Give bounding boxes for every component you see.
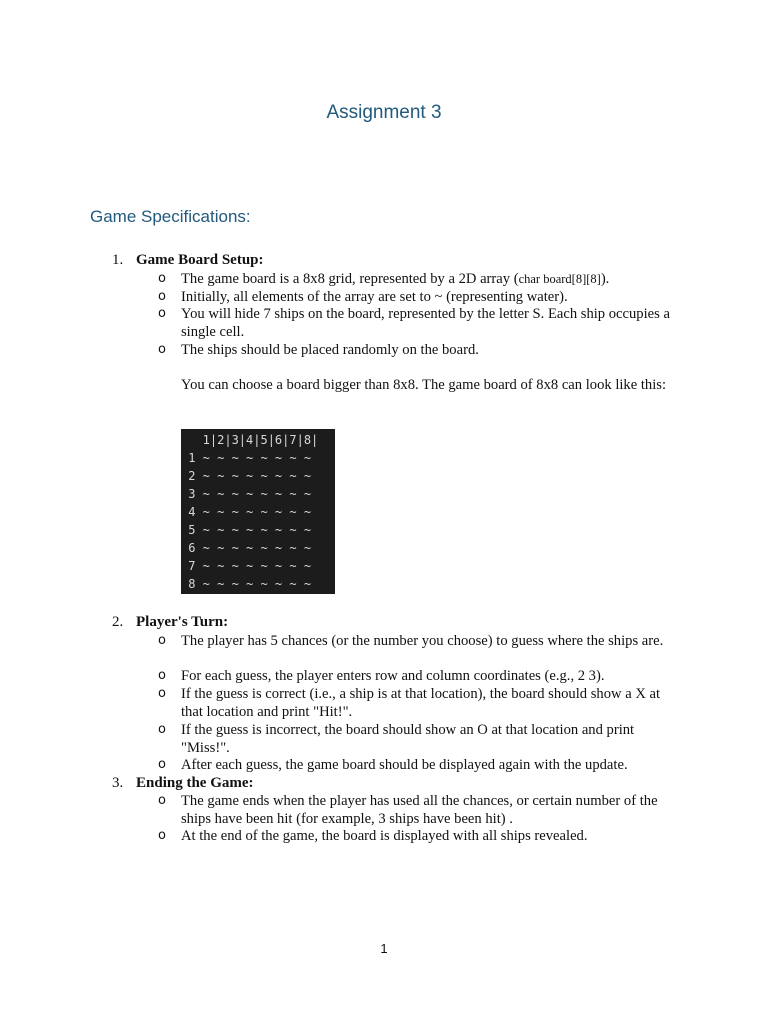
board-row: 1 ~ ~ ~ ~ ~ ~ ~ ~ [181,451,312,465]
bullet-text: The game board is a 8x8 grid, represented by a 2D array ( [181,271,519,287]
bullet-mark: o [158,633,166,648]
board-row: 4 ~ ~ ~ ~ ~ ~ ~ ~ [181,505,312,519]
bullet-item [158,341,681,359]
bullet-item [158,756,681,774]
bullet-text: For each guess, the player enters row and column coordinates (e.g., 2 3). [181,668,605,684]
section-title-text: Player's Turn: [136,614,229,630]
bullet-mark: o [158,757,166,772]
page-number: 1 [380,941,388,956]
bullet-text: The game ends when the player has used all the chances, or certain number of the ships have been hit (for example, 3 ships have been hit) . [181,793,658,827]
bullet-mark: o [158,342,166,357]
bullet-mark: o [158,306,166,321]
game-board-preview [181,429,335,594]
section-title-text: Game Board Setup: [136,252,264,268]
bullet-text: After each guess, the game board should be displayed again with the update. [181,757,628,773]
bullet-mark: o [158,828,166,843]
section-3-title [112,774,254,792]
bullet-mark: o [158,686,166,701]
bullet-item [158,288,681,306]
board-header: 1|2|3|4|5|6|7|8| [181,433,319,447]
inline-code: char board[8][8] [518,272,601,286]
board-description: You can choose a board bigger than 8x8. The game board of 8x8 can look like this: [181,377,666,393]
board-row: 3 ~ ~ ~ ~ ~ ~ ~ ~ [181,487,312,501]
section-title-text: Ending the Game: [136,775,254,791]
bullet-item [158,827,681,845]
bullet-text: You will hide 7 ships on the board, represented by the letter S. Each ship occupies a single cell. [181,306,670,340]
section-number: 3. [112,775,124,791]
bullet-text: If the guess is incorrect, the board should show an O at that location and print "Miss!". [181,722,635,756]
bullet-item [158,721,681,757]
section-number: 1. [112,252,124,268]
board-row: 5 ~ ~ ~ ~ ~ ~ ~ ~ [181,523,312,537]
page-title: Assignment 3 [326,102,442,123]
board-row: 2 ~ ~ ~ ~ ~ ~ ~ ~ [181,469,312,483]
bullet-mark: o [158,722,166,737]
section-number: 2. [112,614,124,630]
bullet-mark: o [158,289,166,304]
section-2-title [112,613,228,631]
bullet-item [158,305,681,341]
section-heading: Game Specifications: [90,207,251,226]
bullet-item [158,667,681,685]
bullet-text: At the end of the game, the board is displayed with all ships revealed. [181,828,588,844]
bullet-item [158,270,681,288]
bullet-item [158,632,681,650]
board-row: 6 ~ ~ ~ ~ ~ ~ ~ ~ [181,541,312,555]
section-1-title [112,251,264,269]
bullet-mark: o [158,793,166,808]
board-row: 8 ~ ~ ~ ~ ~ ~ ~ ~ [181,577,312,591]
bullet-text: Initially, all elements of the array are set to ~ (representing water). [181,289,568,305]
bullet-text: The ships should be placed randomly on the board. [181,342,479,358]
bullet-mark: o [158,668,166,683]
board-row: 7 ~ ~ ~ ~ ~ ~ ~ ~ [181,559,312,573]
bullet-text: If the guess is correct (i.e., a ship is at that location), the board should show a X at that location and print "Hit!". [181,686,661,720]
bullet-text: The player has 5 chances (or the number you choose) to guess where the ships are. [181,633,664,649]
bullet-item [158,792,681,828]
bullet-text-end: ). [600,271,610,287]
bullet-item [158,685,681,721]
bullet-mark: o [158,271,166,286]
